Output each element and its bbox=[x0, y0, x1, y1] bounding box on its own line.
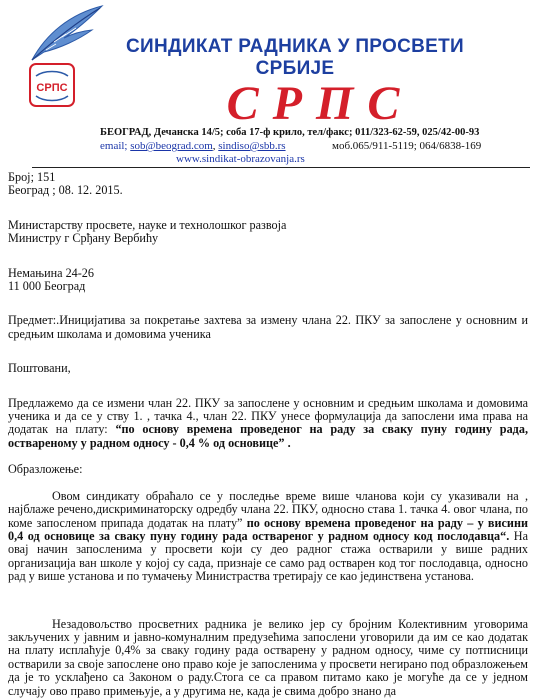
reasoning-quote: по основу времена проведеног на раду – у висини 0,4 од основице за сваку пуну годину рада оствареног у радном односу код послодавца“. bbox=[8, 515, 528, 543]
quill-pen-icon bbox=[26, 4, 106, 64]
reason-label: Образложење: bbox=[8, 462, 83, 477]
paragraph-dissatisfaction: Незадовољство просветних радника је велико јер су бројним Колективним уговорима закључених у јавним и јавно-комуналним предузећима запослени уговорили да им се као додатак на плату исплаћује 0,4% за сваку годину рада остварену у радном односу, чиме су потписници остварили за своје запослене оно право које је запосленима у просвети негирано под образложењем да је то усклађено са Законом о раду.Стога се са правом питамо како је могуће да се у једном случају ово право примењује, а у другима не, када је свима добро знано да bbox=[8, 616, 529, 698]
recipient-line-1: Министарству просвете, науке и технолошког развоја bbox=[8, 217, 287, 232]
salutation: Поштовани, bbox=[8, 361, 71, 376]
city: 11 000 Београд bbox=[8, 279, 86, 294]
org-title-line1: СИНДИКАТ РАДНИКА У ПРОСВЕТИ bbox=[126, 36, 464, 57]
email-link-1[interactable]: sob@beograd.com bbox=[130, 140, 213, 152]
reasoning-text-start: Овом синдикату обраћало се у последње време више чланова који су указивали на , најблаже речено,дискриминаторску одредбу члана 22. ПКУ, односно става 1. тачка 4. овог члана, по коме запосленом припада додатак на плату” bbox=[8, 488, 528, 530]
letterhead bbox=[0, 0, 535, 168]
place-date: Београд ; 08. 12. 2015. bbox=[8, 183, 123, 198]
sprs-logo-icon bbox=[28, 62, 76, 108]
letter-body bbox=[8, 171, 528, 698]
address-line: БЕОГРАД, Дечанска 14/5; соба 17-ф крило, тел/факс; 011/323-62-59, 025/42-00-93 bbox=[100, 127, 480, 138]
header-divider bbox=[32, 167, 530, 168]
proposal-formulation: “по основу времена проведеног на раду за сваку пуну годину рада, оствареному у радном односу - 0,4 % од основице” . bbox=[8, 422, 528, 450]
reference-number: Број; 151 bbox=[8, 170, 56, 184]
recipient-line-2: Министру г Срђану Вербићу bbox=[8, 231, 159, 246]
brand-wordmark: СРПС bbox=[226, 77, 414, 130]
phone-numbers: моб.065/911-5119; 064/6838-169 bbox=[332, 140, 482, 152]
org-title-line2: СРБИЈЕ bbox=[255, 58, 335, 79]
email-separator: , bbox=[212, 140, 216, 152]
street-address: Немањина 24-26 bbox=[8, 265, 94, 280]
subject-line: Предмет:.Иницијатива за покретање захтева за измену члана 22. ПКУ за запослене у основним и средњим школама и домовима ученика bbox=[8, 313, 528, 341]
contact-line bbox=[100, 140, 520, 152]
org-title bbox=[105, 36, 485, 80]
paragraph-proposal bbox=[8, 397, 528, 451]
email-link-2[interactable]: sindiso@sbb.rs bbox=[218, 140, 286, 152]
proposal-text: Предлажемо да се измени члан 22. ПКУ за запослене у основним и средњим школама и домовима ученика и да се у ству 1. , тачка 4., члан 22. ПКУ унесе формулација да запослени има права на додатак на плату: bbox=[8, 395, 528, 437]
logo-text: СРПС bbox=[36, 82, 68, 94]
email-label: email; bbox=[100, 140, 128, 152]
reasoning-text-end: На овај начин запосленима у просвети који су део радног стажа остварили у више радних организација ван школе у којој су сада, признаје се само рад остварен код тог послодавца, односно рад у више установа и по тумачењу Министраства третирају се као јединствена установа. bbox=[8, 528, 528, 584]
website-link[interactable]: www.sindikat-obrazovanja.rs bbox=[176, 153, 305, 165]
paragraph-reasoning bbox=[8, 490, 528, 584]
